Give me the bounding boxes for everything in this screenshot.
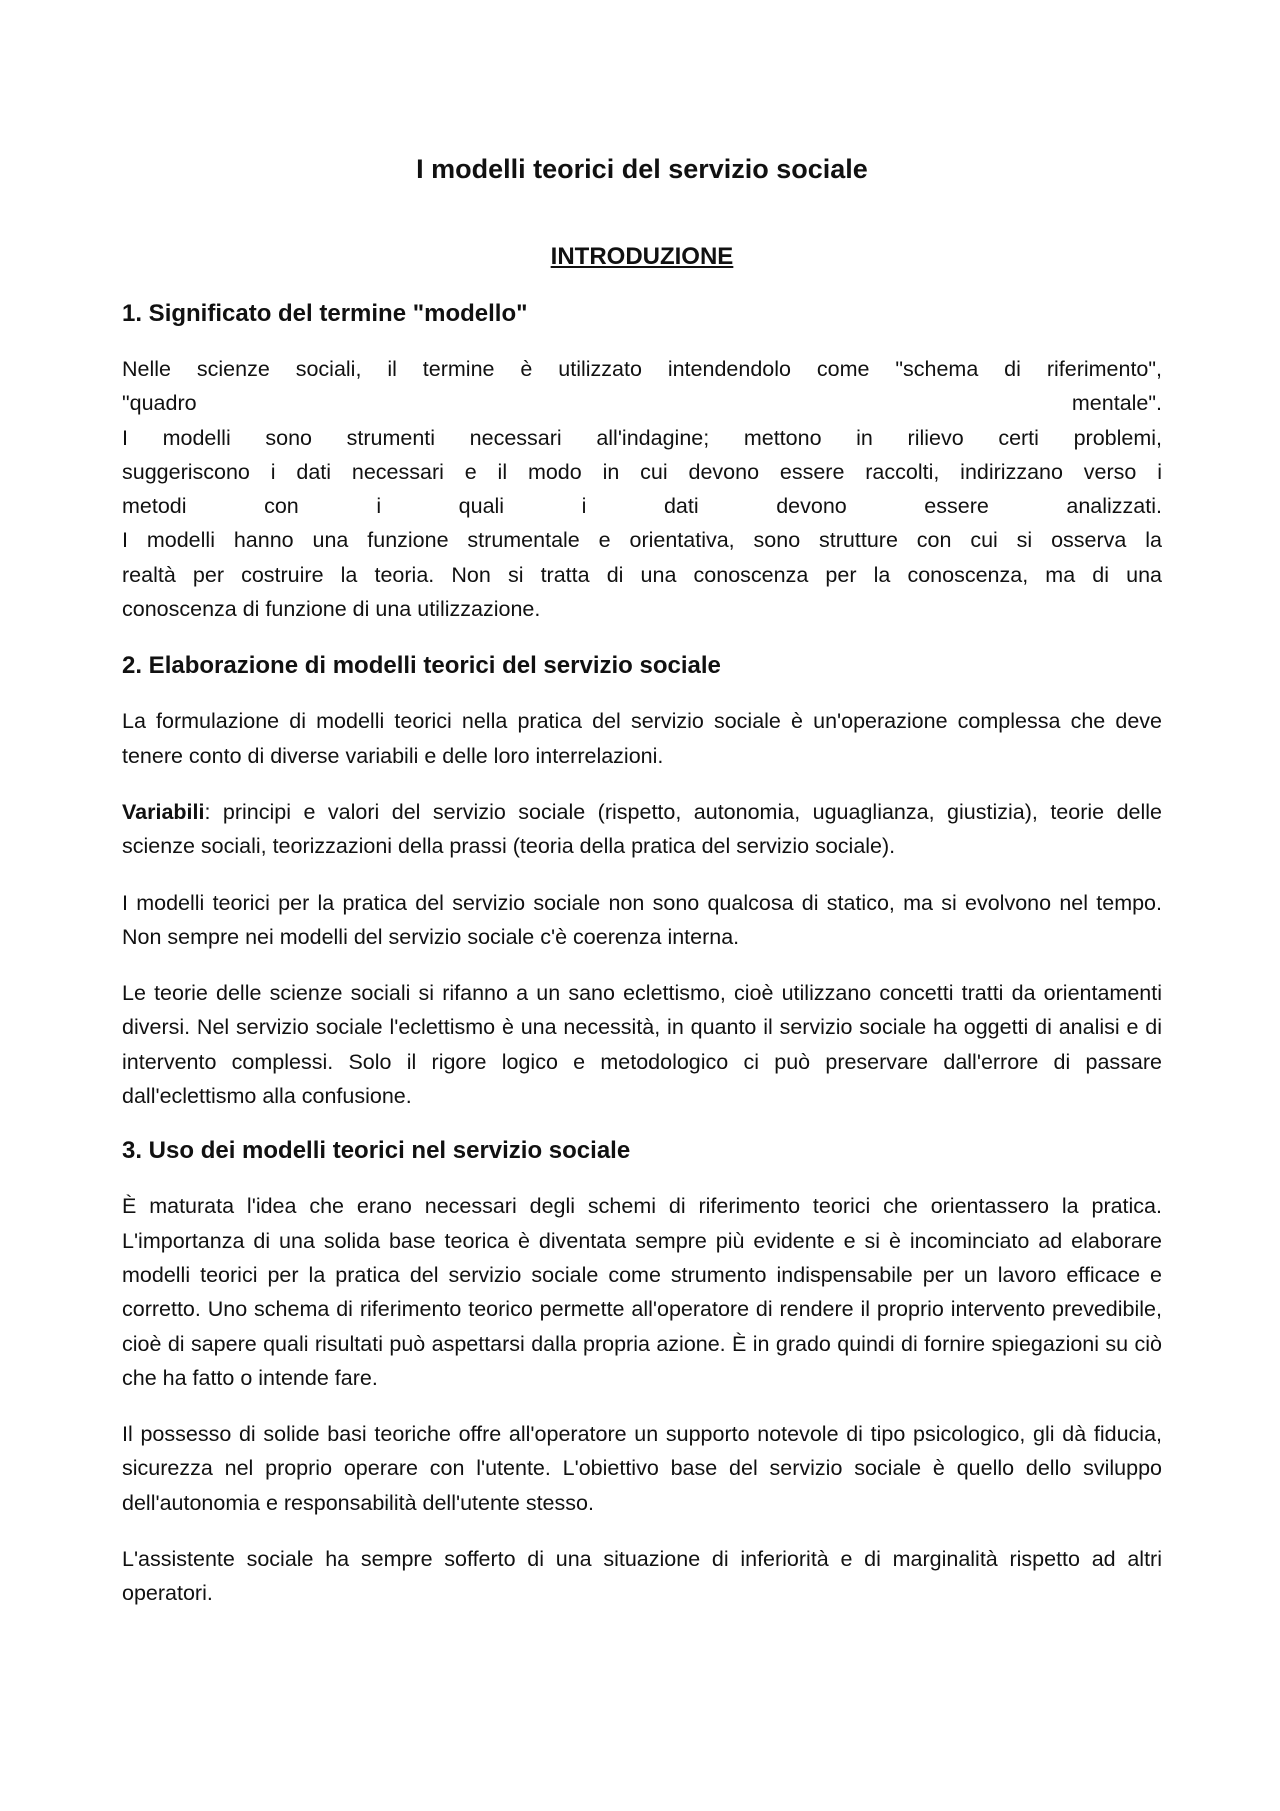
section-3-paragraph-2: Il possesso di solide basi teoriche offre all'operatore un supporto notevole di tipo psicologico, gli dà fiducia, sicurezza nel proprio operare con l'utente. L'obiettivo base del servizio sociale è quello dello sviluppo dell'autonomia e responsabilità dell'utente stesso. bbox=[122, 1422, 1162, 1515]
section-2-paragraph-3: I modelli teorici per la pratica del servizio sociale non sono qualcosa di statico, ma si evolvono nel tempo. Non sempre nei modelli del servizio sociale c'è coerenza interna. bbox=[122, 890, 1162, 949]
section-1-line: conoscenza di funzione di una utilizzazione. bbox=[122, 597, 541, 622]
document-title: I modelli teorici del servizio sociale bbox=[416, 154, 868, 184]
section-2-heading: 2. Elaborazione di modelli teorici del servizio sociale bbox=[122, 652, 721, 680]
intro-heading: INTRODUZIONE bbox=[550, 243, 734, 270]
section-1-line: metodi con i quali i dati devono essere analizzati. bbox=[122, 494, 1162, 519]
variabili-label: Variabili bbox=[122, 799, 205, 824]
section-1-line: I modelli hanno una funzione strumentale e orientativa, sono strutture con cui si osserva la bbox=[122, 528, 1162, 553]
section-1-paragraph bbox=[122, 352, 1162, 626]
variabili-text: : principi e valori del servizio sociale (rispetto, autonomia, uguaglianza, giustizia), teorie delle scienze sociali, teorizzazioni della prassi (teoria della pratica del servizio sociale). bbox=[122, 799, 1162, 859]
section-3-heading: 3. Uso dei modelli teorici nel servizio sociale bbox=[122, 1137, 631, 1165]
section-1-heading: 1. Significato del termine "modello" bbox=[122, 300, 528, 327]
section-2-paragraph-1: La formulazione di modelli teorici nella pratica del servizio sociale è un'operazione complessa che deve tenere conto di diverse variabili e delle loro interrelazioni. bbox=[122, 709, 1162, 768]
section-1-line: I modelli sono strumenti necessari all'indagine; mettono in rilievo certi problemi, bbox=[122, 425, 1162, 450]
section-1-line: "quadro mentale". bbox=[122, 391, 1162, 416]
document-body bbox=[122, 298, 1162, 1633]
section-1-line: Nelle scienze sociali, il termine è utilizzato intendendolo come "schema di riferimento", bbox=[122, 357, 1162, 381]
section-3-paragraph-3: L'assistente sociale ha sempre sofferto di una situazione di inferiorità e di marginalità rispetto ad altri operatori. bbox=[122, 1547, 1162, 1606]
section-2-paragraph-4: Le teorie delle scienze sociali si rifanno a un sano eclettismo, cioè utilizzano concetti tratti da orientamenti diversi. Nel servizio sociale l'eclettismo è una necessità, in quanto il servizio sociale ha oggetti di analisi e di intervento complessi. Solo il rigore logico e metodologico ci può preservare dall'errore di passare dall'eclettismo alla confusione. bbox=[122, 981, 1162, 1109]
section-1-line: realtà per costruire la teoria. Non si tratta di una conoscenza per la conoscenza, ma di una bbox=[122, 562, 1162, 587]
section-3-paragraph-1: È maturata l'idea che erano necessari degli schemi di riferimento teorici che orientassero la pratica. L'importanza di una solida base teorica è diventata sempre più evidente e si è incominciato ad elaborare modelli teorici per la pratica del servizio sociale come strumento indispensabile per un lavoro efficace e corretto. Uno schema di riferimento teorico permette all'operatore di rendere il proprio intervento prevedibile, cioè di sapere quali risultati può aspettarsi dalla propria azione. È in grado quindi di fornire spiegazioni su ciò che ha fatto o intende fare. bbox=[122, 1194, 1162, 1390]
section-1-line: suggeriscono i dati necessari e il modo in cui devono essere raccolti, indirizzano verso i bbox=[122, 459, 1162, 484]
section-2-paragraph-2 bbox=[122, 795, 1162, 864]
